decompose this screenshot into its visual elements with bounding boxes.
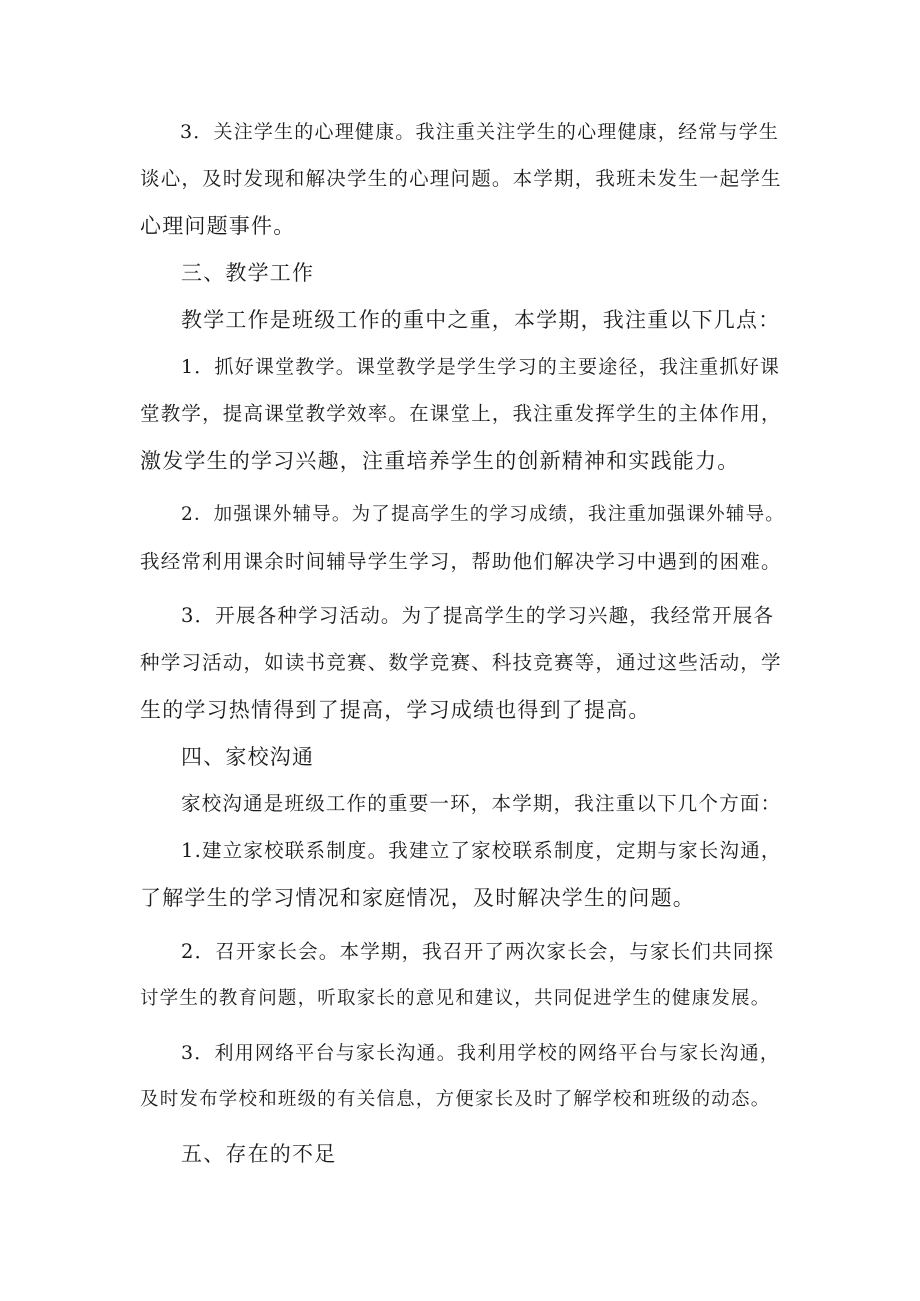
text-line: 家校沟通是班级工作的重要一环，本学期，我注重以下几个方面： (181, 792, 782, 815)
section-heading: 三、教学工作 (181, 261, 315, 285)
text-line: 教学工作是班级工作的重中之重，本学期，我注重以下几点： (181, 308, 781, 332)
text-line: 生的学习热情得到了提高，学习成绩也得到了提高。 (140, 698, 651, 722)
text-line: 我经常利用课余时间辅导学生学习，帮助他们解决学习中遇到的困难。 (140, 550, 782, 573)
text-line: 2．加强课外辅导。为了提高学生的学习成绩，我注重加强课外辅导。 (181, 504, 785, 525)
text-line: 3．关注学生的心理健康。我注重关注学生的心理健康，经常与学生 (180, 121, 780, 143)
text-line: 2．召开家长会。本学期，我召开了两次家长会，与家长们共同探 (181, 940, 775, 963)
text-line: 3．利用网络平台与家长沟通。我利用学校的网络平台与家长沟通， (181, 1042, 781, 1064)
text-line: 激发学生的学习兴趣，注重培养学生的创新精神和实践能力。 (140, 449, 740, 473)
text-line: 堂教学，提高课堂教学效率。在课堂上，我注重发挥学生的主体作用， (140, 402, 782, 425)
text-line: 心理问题事件。 (140, 214, 296, 238)
text-line: 1.建立家校联系制度。我建立了家校联系制度，定期与家长沟通， (181, 839, 782, 862)
text-line: 了解学生的学习情况和家庭情况，及时解决学生的问题。 (140, 886, 695, 910)
text-line: 种学习活动，如读书竞赛、数学竞赛、科技竞赛等，通过这些活动，学 (140, 651, 782, 674)
text-line: 讨学生的教育问题，听取家长的意见和建议，共同促进学生的健康发展。 (140, 988, 771, 1009)
text-line: 及时发布学校和班级的有关信息，方便家长及时了解学校和班级的动态。 (140, 1089, 771, 1110)
section-heading: 四、家校沟通 (181, 745, 315, 769)
text-line: 3．开展各种学习活动。为了提高学生的学习兴趣，我经常开展各 (181, 604, 775, 627)
section-heading: 五、存在的不足 (181, 1142, 337, 1166)
text-line: 谈心，及时发现和解决学生的心理问题。本学期，我班未发生一起学生 (140, 167, 782, 190)
text-line: 1．抓好课堂教学。课堂教学是学生学习的主要途径，我注重抓好课 (181, 356, 781, 378)
